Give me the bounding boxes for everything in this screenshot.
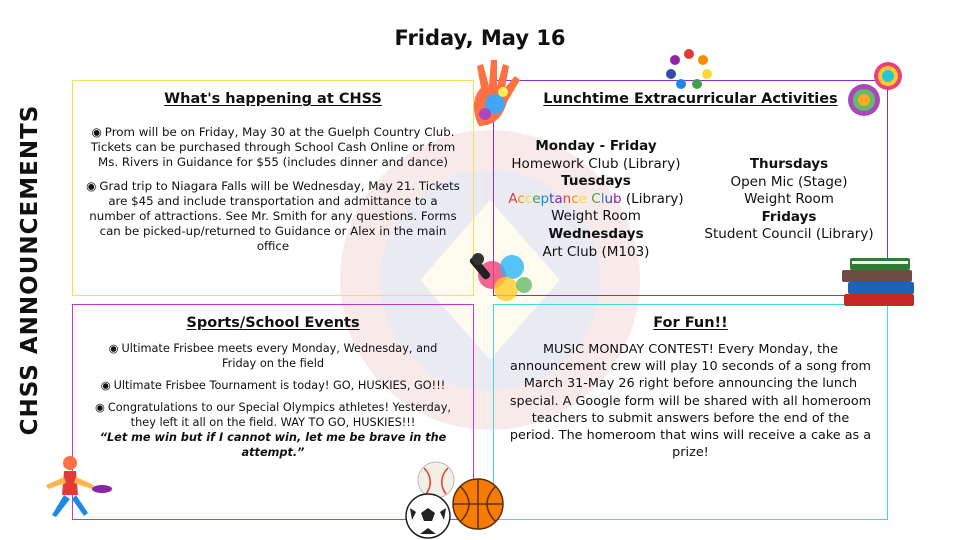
- lunch-left-column: [496, 138, 696, 261]
- sports-list: [91, 341, 455, 460]
- lunch-day-label: Monday - Friday: [535, 138, 657, 154]
- acceptance-club-letter: u: [604, 190, 614, 207]
- acceptance-club-letter: p: [540, 190, 550, 207]
- acceptance-club-letter: e: [578, 190, 587, 207]
- sports-item: ◉ Ultimate Frisbee Tournament is today! GO, HUSKIES, GO!!!: [100, 379, 446, 392]
- lunch-activity: Homework Club (Library): [511, 155, 681, 172]
- acceptance-club-letter: t: [549, 190, 555, 207]
- acceptance-club-letter: e: [532, 190, 541, 207]
- sun-bullet-icon: ◉: [95, 401, 105, 414]
- sports-balls-icon: [402, 458, 506, 540]
- page-title: Friday, May 16: [394, 26, 566, 50]
- lunch-activity: Open Mic (Stage): [730, 173, 848, 190]
- sun-bullet-icon: ◉: [86, 179, 97, 193]
- lunch-day-label: Tuesdays: [561, 173, 631, 190]
- side-title: CHSS ANNOUNCEMENTS: [17, 104, 43, 436]
- sports-heading: Sports/School Events: [186, 315, 360, 331]
- sports-item: ◉ Congratulations to our Special Olympics athletes! Yesterday, they left it all on the field. WAY TO GO, HUSKIES!!!: [95, 401, 451, 429]
- acceptance-club-letter: c: [571, 190, 579, 207]
- people-circle-icon: [665, 48, 713, 90]
- happening-heading: What's happening at CHSS: [164, 91, 382, 107]
- happening-panel: [72, 80, 474, 296]
- sun-bullet-icon: ◉: [108, 342, 119, 355]
- happening-item: ◉ Grad trip to Niagara Falls will be Wednesday, May 21. Tickets are $45 and include transportation and admittance to a number of attractions. See Mr. Smith for any questions. Forms can be picked-up/returned to Guidance or Alex in the main office: [86, 179, 460, 253]
- lunch-panel: [493, 80, 888, 296]
- acceptance-club-letter: a: [554, 190, 563, 207]
- lunch-day-label: Wednesdays: [548, 225, 644, 242]
- acceptance-club-letter: A: [508, 190, 518, 207]
- rainbow-heart-icon: [844, 60, 908, 122]
- happening-item: ◉ Prom will be on Friday, May 30 at the Guelph Country Club. Tickets can be purchased through School Cash Online or from Ms. Rivers in Guidance for $55 (includes dinner and dance): [90, 125, 456, 169]
- paint-hand-icon: [467, 58, 529, 128]
- lunch-activity: Weight Room: [551, 208, 641, 225]
- microphone-splash-icon: [468, 245, 538, 309]
- acceptance-club-rainbow-text: [508, 191, 621, 207]
- lunch-activity-acceptance: Acceptance Club (Library): [508, 190, 684, 207]
- frisbee-player-icon: [30, 455, 114, 529]
- lunch-day-label: Fridays: [761, 208, 817, 225]
- sports-item: ◉ Ultimate Frisbee meets every Monday, Wednesday, and Friday on the field: [108, 342, 438, 370]
- lunch-activity: Weight Room: [744, 191, 834, 208]
- fun-heading: For Fun!!: [653, 315, 728, 331]
- lunch-right-column: [691, 156, 887, 244]
- books-stack-icon: [838, 250, 920, 312]
- acceptance-club-letter: c: [524, 190, 533, 207]
- acceptance-club-letter: b: [613, 190, 622, 207]
- fun-panel: [493, 304, 888, 520]
- acceptance-club-letter: n: [562, 190, 572, 207]
- lunch-heading: Lunchtime Extracurricular Activities: [543, 91, 838, 107]
- lunch-activity: Student Council (Library): [704, 226, 874, 243]
- sun-bullet-icon: ◉: [91, 125, 102, 139]
- sports-quote: “Let me win but if I cannot win, let me be brave in the attempt.”: [99, 431, 447, 459]
- happening-list: [85, 125, 461, 263]
- lunch-activity: Art Club (M103): [542, 243, 650, 260]
- acceptance-club-letter: C: [591, 190, 601, 207]
- lunch-day-label: Thursdays: [749, 156, 829, 172]
- acceptance-club-letter: c: [517, 190, 525, 207]
- acceptance-club-letter: l: [600, 190, 605, 207]
- sun-bullet-icon: ◉: [100, 379, 111, 392]
- fun-text: MUSIC MONDAY CONTEST! Every Monday, the announcement crew will play 10 seconds of a song from March 31-May 26 right before announcing the lunch special. A Google form will be shared with all homeroom teachers to submit answers before the end of the period. The homeroom that wins will receive a cake as a prize!: [509, 342, 872, 461]
